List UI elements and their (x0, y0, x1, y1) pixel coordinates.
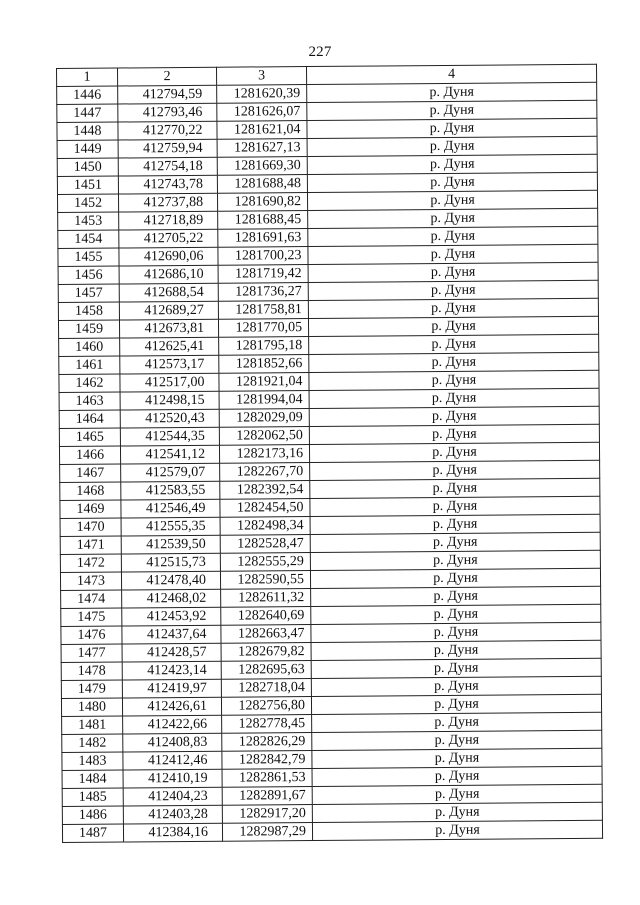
cell-y-coordinate: 1281795,18 (219, 337, 309, 356)
cell-point-number: 1477 (61, 644, 122, 662)
cell-description: р. Дуня (311, 694, 601, 714)
cell-y-coordinate: 1282173,16 (219, 445, 309, 464)
cell-y-coordinate: 1281994,04 (219, 391, 309, 410)
cell-y-coordinate: 1281770,05 (218, 319, 308, 338)
cell-y-coordinate: 1281691,63 (218, 229, 308, 248)
cell-x-coordinate: 412410,19 (123, 769, 222, 788)
cell-description: р. Дуня (309, 406, 599, 426)
cell-point-number: 1481 (62, 716, 123, 734)
cell-point-number: 1475 (61, 608, 122, 626)
table-body (57, 82, 603, 842)
cell-y-coordinate: 1281736,27 (218, 283, 308, 302)
cell-description: р. Дуня (307, 190, 597, 210)
cell-point-number: 1462 (59, 374, 120, 392)
cell-description: р. Дуня (311, 604, 601, 624)
cell-y-coordinate: 1282267,70 (220, 463, 310, 482)
cell-x-coordinate: 412412,46 (123, 751, 222, 770)
cell-point-number: 1476 (61, 626, 122, 644)
cell-description: р. Дуня (312, 730, 602, 750)
cell-x-coordinate: 412754,18 (118, 157, 217, 176)
cell-description: р. Дуня (308, 262, 598, 282)
cell-description: р. Дуня (310, 460, 600, 480)
cell-description: р. Дуня (311, 658, 601, 678)
cell-point-number: 1485 (62, 788, 123, 806)
cell-point-number: 1483 (62, 752, 123, 770)
cell-description: р. Дуня (310, 532, 600, 552)
cell-point-number: 1466 (59, 446, 120, 464)
cell-y-coordinate: 1281688,45 (218, 211, 308, 230)
cell-y-coordinate: 1281700,23 (218, 247, 308, 266)
cell-y-coordinate: 1282842,79 (222, 751, 312, 770)
cell-y-coordinate: 1282663,47 (221, 625, 311, 644)
cell-description: р. Дуня (309, 424, 599, 444)
cell-y-coordinate: 1281620,39 (217, 85, 307, 104)
cell-point-number: 1468 (60, 482, 121, 500)
cell-point-number: 1456 (58, 266, 119, 284)
cell-x-coordinate: 412688,54 (119, 283, 218, 302)
cell-x-coordinate: 412743,78 (118, 175, 217, 194)
cell-x-coordinate: 412718,89 (119, 211, 218, 230)
cell-description: р. Дуня (308, 316, 598, 336)
cell-description: р. Дуня (309, 334, 599, 354)
header-cell-description: 4 (306, 64, 596, 84)
cell-point-number: 1486 (62, 806, 123, 824)
cell-description: р. Дуня (309, 442, 599, 462)
cell-point-number: 1447 (57, 104, 118, 122)
cell-point-number: 1448 (57, 122, 118, 140)
cell-y-coordinate: 1282778,45 (222, 715, 312, 734)
cell-x-coordinate: 412794,59 (118, 85, 217, 104)
cell-description: р. Дуня (311, 586, 601, 606)
cell-description: р. Дуня (308, 298, 598, 318)
cell-y-coordinate: 1282718,04 (221, 679, 311, 698)
cell-description: р. Дуня (310, 514, 600, 534)
cell-y-coordinate: 1281719,42 (218, 265, 308, 284)
cell-point-number: 1452 (57, 194, 118, 212)
cell-point-number: 1470 (60, 518, 121, 536)
cell-x-coordinate: 412690,06 (119, 247, 218, 266)
cell-point-number: 1473 (60, 572, 121, 590)
cell-x-coordinate: 412428,57 (122, 643, 221, 662)
cell-y-coordinate: 1282528,47 (220, 535, 310, 554)
cell-description: р. Дуня (308, 280, 598, 300)
cell-description: р. Дуня (308, 208, 598, 228)
cell-x-coordinate: 412468,02 (122, 589, 221, 608)
cell-y-coordinate: 1282555,29 (220, 553, 310, 572)
cell-point-number: 1459 (58, 320, 119, 338)
cell-description: р. Дуня (308, 226, 598, 246)
cell-x-coordinate: 412404,23 (123, 787, 222, 806)
cell-y-coordinate: 1281626,07 (217, 103, 307, 122)
cell-y-coordinate: 1282590,55 (220, 571, 310, 590)
cell-x-coordinate: 412544,35 (120, 427, 219, 446)
cell-description: р. Дуня (311, 676, 601, 696)
cell-point-number: 1454 (58, 230, 119, 248)
cell-description: р. Дуня (311, 622, 601, 642)
cell-y-coordinate: 1281921,04 (219, 373, 309, 392)
cell-y-coordinate: 1282826,29 (222, 733, 312, 752)
cell-description: р. Дуня (307, 118, 597, 138)
cell-point-number: 1455 (58, 248, 119, 266)
cell-x-coordinate: 412408,83 (123, 733, 222, 752)
cell-x-coordinate: 412689,27 (119, 301, 218, 320)
cell-x-coordinate: 412517,00 (120, 373, 219, 392)
cell-description: р. Дуня (307, 82, 597, 102)
cell-point-number: 1457 (58, 284, 119, 302)
cell-y-coordinate: 1281688,48 (217, 175, 307, 194)
cell-point-number: 1487 (62, 824, 123, 842)
cell-x-coordinate: 412686,10 (119, 265, 218, 284)
cell-description: р. Дуня (310, 550, 600, 570)
cell-point-number: 1469 (60, 500, 121, 518)
cell-description: р. Дуня (307, 136, 597, 156)
coordinates-table (56, 64, 603, 843)
cell-description: р. Дуня (310, 568, 600, 588)
cell-point-number: 1461 (59, 356, 120, 374)
cell-y-coordinate: 1281669,30 (217, 157, 307, 176)
cell-point-number: 1467 (60, 464, 121, 482)
cell-description: р. Дуня (309, 352, 599, 372)
cell-description: р. Дуня (312, 784, 602, 804)
cell-x-coordinate: 412770,22 (118, 121, 217, 140)
cell-y-coordinate: 1282891,67 (222, 787, 312, 806)
cell-y-coordinate: 1282987,29 (222, 823, 312, 842)
cell-point-number: 1465 (59, 428, 120, 446)
cell-point-number: 1482 (62, 734, 123, 752)
cell-x-coordinate: 412555,35 (121, 517, 220, 536)
cell-y-coordinate: 1281852,66 (219, 355, 309, 374)
cell-y-coordinate: 1281758,81 (218, 301, 308, 320)
cell-description: р. Дуня (310, 496, 600, 516)
cell-y-coordinate: 1282498,34 (220, 517, 310, 536)
page-number: 227 (308, 44, 332, 60)
cell-y-coordinate: 1281621,04 (217, 121, 307, 140)
cell-point-number: 1450 (57, 158, 118, 176)
cell-point-number: 1446 (57, 86, 118, 104)
cell-description: р. Дуня (312, 766, 602, 786)
cell-x-coordinate: 412539,50 (121, 535, 220, 554)
cell-y-coordinate: 1282454,50 (220, 499, 310, 518)
cell-x-coordinate: 412583,55 (121, 481, 220, 500)
cell-point-number: 1460 (59, 338, 120, 356)
cell-point-number: 1472 (60, 554, 121, 572)
cell-x-coordinate: 412546,49 (121, 499, 220, 518)
cell-x-coordinate: 412793,46 (118, 103, 217, 122)
cell-x-coordinate: 412625,41 (120, 337, 219, 356)
cell-y-coordinate: 1282917,20 (222, 805, 312, 824)
cell-x-coordinate: 412573,17 (120, 355, 219, 374)
cell-y-coordinate: 1282611,32 (221, 589, 311, 608)
cell-description: р. Дуня (311, 640, 601, 660)
cell-point-number: 1464 (59, 410, 120, 428)
cell-point-number: 1453 (58, 212, 119, 230)
cell-x-coordinate: 412705,22 (119, 229, 218, 248)
cell-y-coordinate: 1282640,69 (221, 607, 311, 626)
cell-x-coordinate: 412437,64 (122, 625, 221, 644)
cell-x-coordinate: 412426,61 (122, 697, 221, 716)
header-cell-x: 2 (118, 67, 217, 86)
cell-x-coordinate: 412478,40 (121, 571, 220, 590)
cell-x-coordinate: 412419,97 (122, 679, 221, 698)
cell-y-coordinate: 1282695,63 (221, 661, 311, 680)
cell-point-number: 1478 (61, 662, 122, 680)
cell-description: р. Дуня (307, 154, 597, 174)
cell-x-coordinate: 412498,15 (120, 391, 219, 410)
cell-x-coordinate: 412422,66 (123, 715, 222, 734)
cell-y-coordinate: 1282062,50 (219, 427, 309, 446)
cell-point-number: 1471 (60, 536, 121, 554)
cell-x-coordinate: 412541,12 (120, 445, 219, 464)
cell-point-number: 1463 (59, 392, 120, 410)
cell-x-coordinate: 412403,28 (123, 805, 222, 824)
cell-description: р. Дуня (307, 100, 597, 120)
cell-y-coordinate: 1282679,82 (221, 643, 311, 662)
cell-x-coordinate: 412384,16 (123, 823, 222, 842)
cell-point-number: 1449 (57, 140, 118, 158)
cell-y-coordinate: 1281627,13 (217, 139, 307, 158)
cell-point-number: 1458 (58, 302, 119, 320)
cell-point-number: 1480 (61, 698, 122, 716)
cell-point-number: 1479 (61, 680, 122, 698)
cell-x-coordinate: 412759,94 (118, 139, 217, 158)
cell-x-coordinate: 412453,92 (122, 607, 221, 626)
table-row (62, 820, 602, 842)
cell-x-coordinate: 412423,14 (122, 661, 221, 680)
cell-x-coordinate: 412579,07 (121, 463, 220, 482)
cell-y-coordinate: 1281690,82 (217, 193, 307, 212)
cell-description: р. Дуня (312, 820, 602, 840)
cell-y-coordinate: 1282029,09 (219, 409, 309, 428)
cell-point-number: 1484 (62, 770, 123, 788)
cell-description: р. Дуня (309, 388, 599, 408)
cell-description: р. Дуня (312, 712, 602, 732)
cell-description: р. Дуня (307, 172, 597, 192)
cell-y-coordinate: 1282756,80 (221, 697, 311, 716)
cell-description: р. Дуня (308, 244, 598, 264)
cell-description: р. Дуня (312, 748, 602, 768)
cell-x-coordinate: 412673,81 (119, 319, 218, 338)
cell-y-coordinate: 1282861,53 (222, 769, 312, 788)
cell-x-coordinate: 412737,88 (118, 193, 217, 212)
header-cell-y: 3 (216, 67, 306, 86)
cell-point-number: 1474 (61, 590, 122, 608)
header-cell-point-number: 1 (57, 68, 118, 86)
cell-description: р. Дуня (312, 802, 602, 822)
cell-x-coordinate: 412520,43 (120, 409, 219, 428)
cell-x-coordinate: 412515,73 (121, 553, 220, 572)
cell-description: р. Дуня (310, 478, 600, 498)
cell-point-number: 1451 (57, 176, 118, 194)
cell-description: р. Дуня (309, 370, 599, 390)
cell-y-coordinate: 1282392,54 (220, 481, 310, 500)
